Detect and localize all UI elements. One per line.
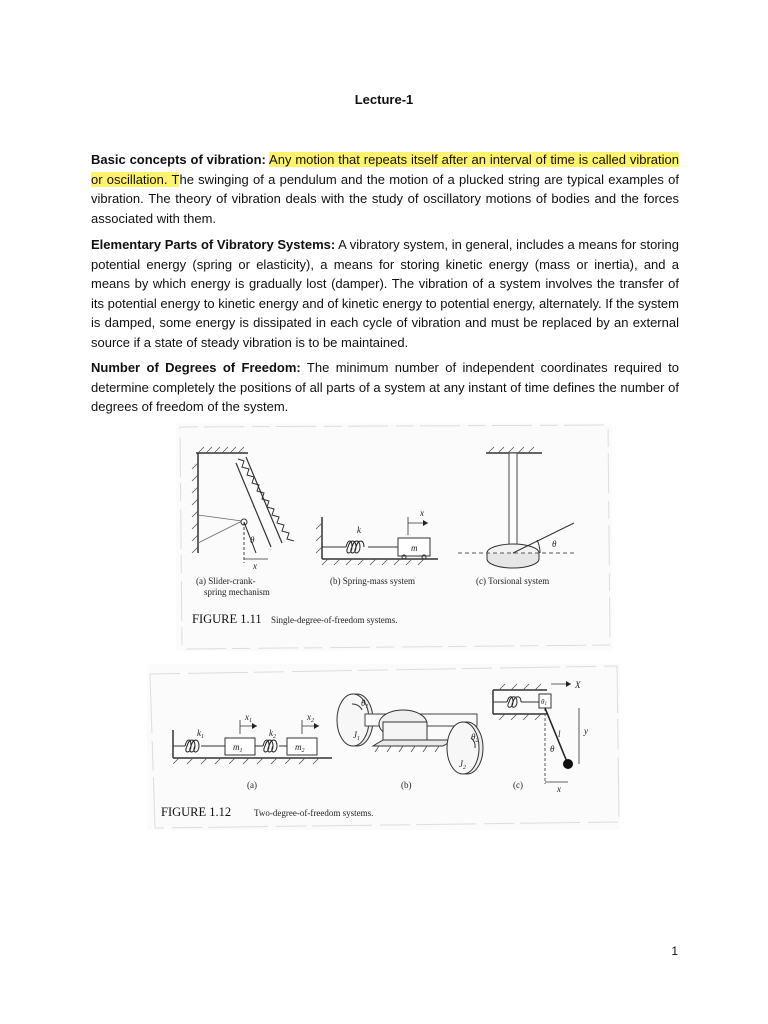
spring-pendulum-diagram (493, 680, 588, 794)
svg-text:m1: $m_1$ (233, 742, 243, 754)
svg-text:x1: $x_1$ (245, 712, 252, 724)
svg-text:(b) Spring-mass system: (b) Spring-mass system (330, 576, 415, 586)
svg-text:x2: $x_2$ (307, 712, 314, 724)
slider-crank-diagram (192, 447, 294, 597)
heading-degrees-of-freedom: Number of Degrees of Freedom: (91, 360, 301, 375)
paragraph-basic-concepts (91, 150, 679, 228)
svg-text:Two-degree-of-freedom systems.: Two-degree-of-freedom systems. (254, 808, 374, 818)
svg-text:x: x (557, 784, 561, 794)
figure-1-12 (147, 664, 620, 830)
figure-1-11 (176, 423, 612, 651)
paragraph-text: he swinging of a pendulum and the motion of a plucked string are typical examples of vibration. The theory of vibration deals with the study of oscillatory motions of bodies and the forces associated with them. (91, 171, 679, 226)
svg-text:k1: $k_1$ (197, 728, 204, 740)
svg-text:k: k (357, 525, 361, 535)
svg-text:l: l (558, 729, 561, 739)
svg-text:x: x (420, 508, 424, 518)
spring-mass-diagram (316, 508, 438, 586)
svg-text:y: y (584, 726, 588, 736)
svg-text:θ: θ (550, 744, 555, 754)
highlighted-definition: Any motion that repeats itself after an interval of time is called vibration or oscillation. T (91, 152, 679, 187)
two-mass-spring-diagram (173, 712, 332, 790)
svg-text:(a) Slider-crank-: (a) Slider-crank- (196, 576, 256, 586)
svg-text:θ1: θ1 (541, 698, 547, 707)
heading-elementary-parts: Elementary Parts of Vibratory Systems: (91, 237, 336, 252)
svg-text:FIGURE 1.12: FIGURE 1.12 (161, 805, 232, 819)
paragraph-text: A vibratory system, in general, includes a means for storing potential energy (spring or elasticity), a means for storing kinetic energy (mass or inertia), and a means by which energy is gradually lost (damper). The vibration of a system involves the transfer of its potential energy to kinetic energy and of kinetic energy to potential energy, alternately. If the system is damped, some energy is dissipated in each cycle of vibration and must be replaced by an external source if a state of steady vibration is to be maintained. (91, 237, 679, 350)
svg-text:(b): (b) (401, 780, 412, 790)
svg-text:θ1: $\theta_1$ (361, 698, 369, 710)
heading-basic-concepts: Basic concepts of vibration: (91, 152, 266, 167)
svg-text:X: X (575, 680, 581, 690)
svg-text:x: x (253, 561, 257, 571)
svg-text:Single-degree-of-freedom syste: Single-degree-of-freedom systems. (271, 615, 398, 625)
figure-1-12-drawing (147, 664, 620, 830)
svg-text:(a): (a) (247, 780, 257, 790)
page-number: 1 (671, 944, 678, 958)
two-disk-shaft-diagram (337, 694, 483, 790)
svg-text:m2: $m_2$ (295, 742, 305, 754)
svg-text:spring mechanism: spring mechanism (204, 587, 270, 597)
svg-text:k2: $k_2$ (269, 728, 276, 740)
paragraph-degrees-of-freedom (91, 358, 679, 417)
torsional-system-diagram (458, 447, 576, 586)
svg-text:θ: θ (552, 539, 557, 549)
svg-text:J1: $J_1$ (353, 730, 360, 742)
svg-text:(c) Torsional system: (c) Torsional system (476, 576, 550, 586)
svg-text:FIGURE 1.11: FIGURE 1.11 (192, 612, 262, 626)
svg-text:θ: θ (250, 535, 255, 545)
svg-text:J2: $J_2$ (459, 759, 466, 771)
svg-text:(c): (c) (513, 780, 523, 790)
paragraph-text: The minimum number of independent coordinates required to determine completely the positions of all parts of a system at any instant of time defines the number of degrees of freedom of the system. (91, 360, 679, 414)
svg-text:θ2: $\theta_2$ (471, 732, 479, 744)
svg-text:m: m (411, 543, 418, 553)
lecture-title: Lecture-1 (354, 92, 414, 107)
paragraph-elementary-parts (91, 235, 679, 352)
figure-1-11-drawing (176, 423, 612, 651)
